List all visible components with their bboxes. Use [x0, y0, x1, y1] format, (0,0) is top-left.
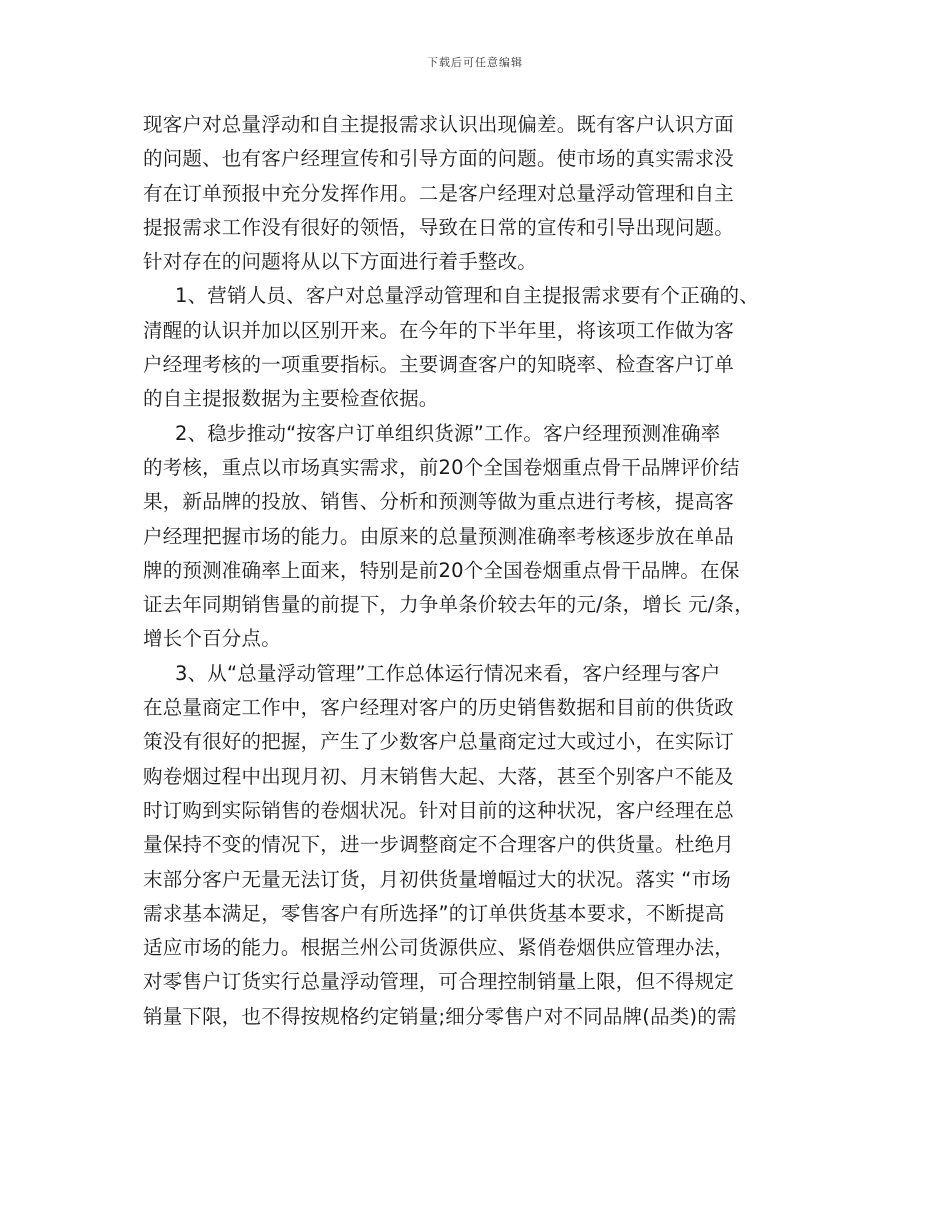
- page-header-note: 下载后可任意编辑: [427, 56, 523, 69]
- text-line: 的自主提报数据为主要检查依据。: [143, 387, 439, 411]
- text-line: 需求基本满足，零售客户有所选择”的订单供货基本要求，不断提高: [143, 901, 725, 925]
- text-line: 对零售户订货实行总量浮动管理，可合理控制销量上限，但不得规定: [143, 970, 735, 994]
- text-line: 提报需求工作没有很好的领悟，导致在日常的宣传和引导出现问题。: [143, 215, 735, 239]
- text-line: 清醒的认识并加以区别开来。在今年的下半年里，将该项工作做为客: [143, 318, 735, 342]
- text-line: 有在订单预报中充分发挥作用。二是客户经理对总量浮动管理和自主: [143, 181, 735, 205]
- paragraph-first-line: 2、稳步推动“按客户订单组织货源”工作。客户经理预测准确率: [175, 421, 721, 445]
- paragraph-first-line: 3、从“总量浮动管理”工作总体运行情况来看，客户经理与客户: [175, 661, 721, 685]
- text-line: 针对存在的问题将从以下方面进行着手整改。: [143, 250, 538, 274]
- text-line: 购卷烟过程中出现月初、月末销售大起、大落，甚至个别客户不能及: [143, 764, 735, 788]
- paragraph-first-line: 1、营销人员、客户对总量浮动管理和自主提报需求要有个正确的、: [175, 284, 759, 308]
- text-line: 策没有很好的把握，产生了少数客户总量商定过大或过小，在实际订: [143, 730, 735, 754]
- text-line: 末部分客户无量无法订货，月初供货量增幅过大的状况。落实 “市场: [143, 867, 732, 891]
- text-line: 量保持不变的情况下，进一步调整商定不合理客户的供货量。杜绝月: [143, 833, 735, 857]
- text-line: 果，新品牌的投放、销售、分析和预测等做为重点进行考核，提高客: [143, 490, 735, 514]
- text-line: 时订购到实际销售的卷烟状况。针对目前的这种状况，客户经理在总: [143, 798, 735, 822]
- text-line: 户经理考核的一项重要指标。主要调查客户的知晓率、检查客户订单: [143, 353, 735, 377]
- document-body: [143, 108, 823, 1034]
- text-line: 增长个百分点。: [143, 627, 281, 651]
- text-line: 证去年同期销售量的前提下，力争单条价较去年的元/条，增长 元/条，: [143, 593, 754, 617]
- text-line: 在总量商定工作中，客户经理对客户的历史销售数据和目前的供货政: [143, 696, 735, 720]
- text-line: 适应市场的能力。根据兰州公司货源供应、紧俏卷烟供应管理办法，: [143, 936, 735, 960]
- text-line: 的问题、也有客户经理宣传和引导方面的问题。使市场的真实需求没: [143, 147, 735, 171]
- text-line: 的考核，重点以市场真实需求，前20个全国卷烟重点骨干品牌评价结: [143, 455, 740, 479]
- text-line: 销量下限，也不得按规格约定销量;细分零售户对不同品牌(品类)的需: [143, 1004, 737, 1028]
- text-line: 现客户对总量浮动和自主提报需求认识出现偏差。既有客户认识方面: [143, 113, 735, 136]
- text-line: 牌的预测准确率上面来，特别是前20个全国卷烟重点骨干品牌。在保: [143, 558, 740, 582]
- text-line: 户经理把握市场的能力。由原来的总量预测准确率考核逐步放在单品: [143, 524, 735, 548]
